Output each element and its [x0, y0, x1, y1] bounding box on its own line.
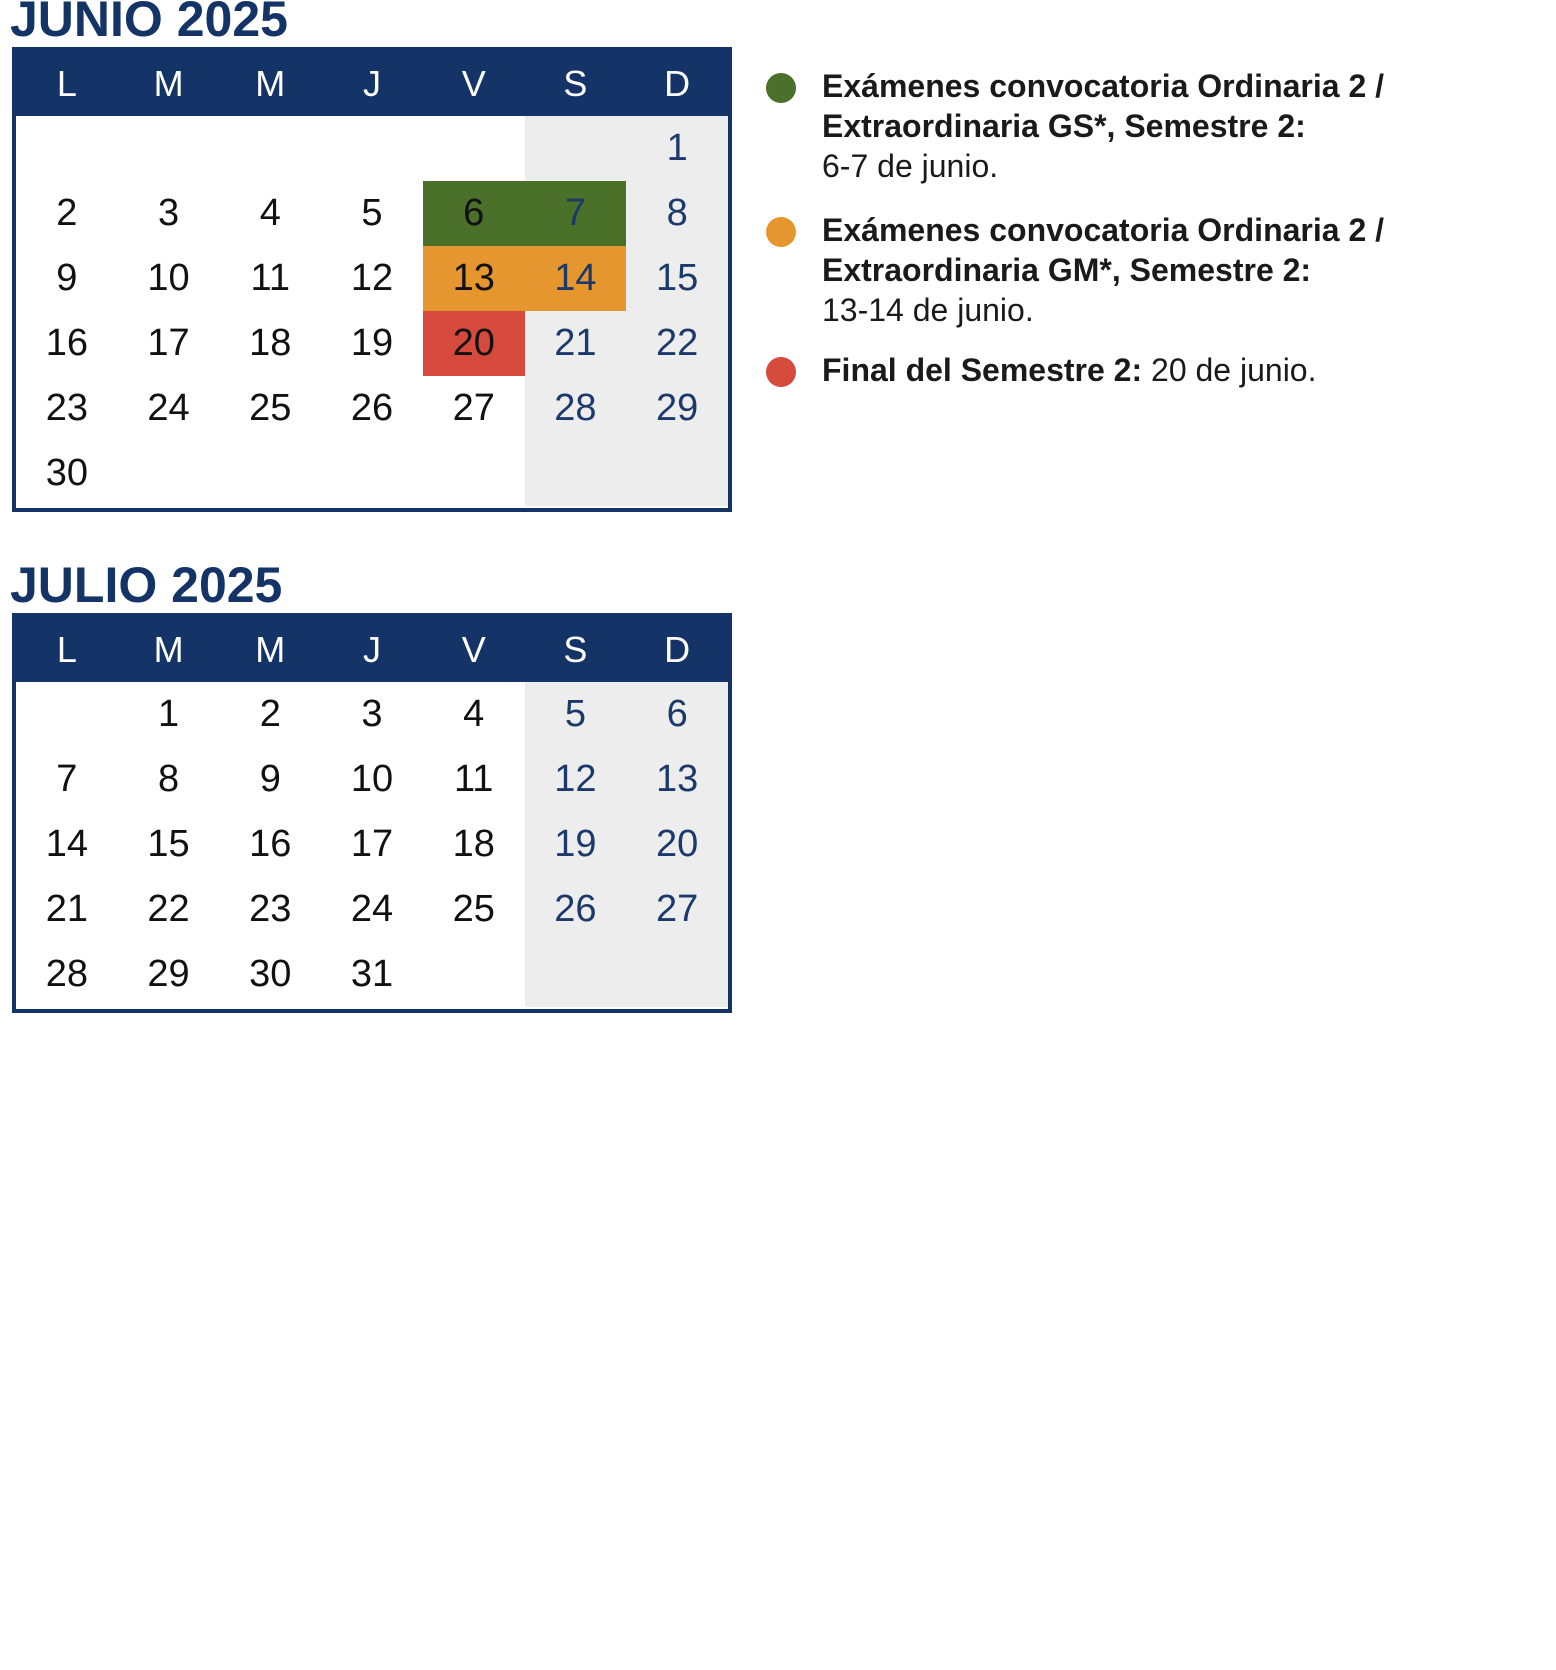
day-cell: 3 [157, 192, 180, 234]
day-cell: 27 [452, 387, 495, 429]
day-cell: 13 [423, 246, 525, 311]
orange-dot-icon [766, 217, 796, 247]
day-cell: 24 [350, 888, 394, 930]
empty-day-cell [423, 441, 525, 506]
empty-day-cell [626, 942, 728, 1007]
weekday-label: M [153, 628, 184, 670]
day-cell: 20 [626, 812, 728, 877]
empty-day-cell [423, 116, 525, 181]
legend-item-gm-exams [766, 210, 1526, 330]
day-cell: 20 [423, 311, 525, 376]
empty-day-cell [118, 441, 220, 506]
day-cell: 16 [45, 322, 88, 364]
day-cell: 17 [350, 823, 394, 865]
empty-day-cell [626, 441, 728, 506]
day-cell: 1 [626, 116, 728, 181]
red-dot-icon [766, 357, 796, 387]
day-cell: 30 [45, 452, 88, 494]
day-cell: 25 [249, 387, 292, 429]
weekday-label: V [461, 628, 486, 670]
day-cell: 12 [350, 257, 394, 299]
empty-day-cell [321, 441, 423, 506]
weekday-label: L [56, 628, 77, 670]
day-cell: 2 [56, 192, 78, 234]
legend-detail: 20 de junio. [1151, 352, 1317, 388]
day-cell: 15 [626, 246, 728, 311]
day-cell: 30 [249, 953, 292, 995]
empty-day-cell [321, 116, 423, 181]
weekday-label: D [664, 62, 691, 104]
legend-title: Final del Semestre 2: [822, 352, 1143, 388]
day-cell: 8 [626, 181, 728, 246]
day-cell: 31 [350, 953, 394, 995]
weekday-label: J [362, 62, 381, 104]
legend-detail: 6-7 de junio. [822, 148, 999, 184]
day-cell: 1 [157, 693, 180, 735]
legend-title: Exámenes convocatoria Ordinaria 2 / Extraordinaria GS*, Semestre 2: [822, 68, 1385, 144]
calendar-grid [16, 116, 728, 508]
day-cell: 8 [157, 758, 180, 800]
day-cell: 10 [147, 257, 190, 299]
legend-item-semester-end [766, 350, 1526, 390]
empty-day-cell [525, 441, 627, 506]
day-cell: 5 [525, 682, 627, 747]
day-cell: 12 [525, 747, 627, 812]
green-dot-icon [766, 73, 796, 103]
day-cell: 18 [249, 322, 292, 364]
day-cell: 24 [147, 387, 190, 429]
day-cell: 19 [350, 322, 394, 364]
weekday-label: S [563, 62, 588, 104]
weekday-label: M [153, 62, 184, 104]
day-cell: 3 [361, 693, 383, 735]
empty-day-cell [219, 441, 321, 506]
legend-title: Exámenes convocatoria Ordinaria 2 / Extraordinaria GM*, Semestre 2: [822, 212, 1385, 288]
weekday-header [16, 617, 728, 682]
day-cell: 28 [525, 376, 627, 441]
day-cell: 28 [45, 953, 88, 995]
weekday-label: S [563, 628, 588, 670]
weekday-label: M [255, 62, 286, 104]
day-cell: 29 [626, 376, 728, 441]
calendar-july [12, 613, 732, 1013]
day-cell: 22 [626, 311, 728, 376]
day-cell: 25 [452, 888, 495, 930]
weekday-label: V [461, 62, 486, 104]
day-cell: 21 [45, 888, 88, 930]
weekday-header [16, 51, 728, 116]
empty-day-cell [16, 116, 118, 181]
day-cell: 17 [147, 322, 190, 364]
weekday-label: L [56, 62, 77, 104]
empty-day-cell [16, 682, 118, 747]
weekday-label: M [255, 628, 286, 670]
day-cell: 26 [525, 877, 627, 942]
empty-day-cell [219, 116, 321, 181]
day-cell: 7 [525, 181, 627, 246]
calendar-june [12, 47, 732, 512]
day-cell: 10 [350, 758, 394, 800]
day-cell: 6 [423, 181, 525, 246]
day-cell: 15 [147, 823, 190, 865]
legend-detail: 13-14 de junio. [822, 292, 1034, 328]
day-cell: 16 [249, 823, 292, 865]
day-cell: 9 [56, 257, 78, 299]
day-cell: 27 [626, 877, 728, 942]
day-cell: 2 [259, 693, 281, 735]
day-cell: 5 [361, 192, 383, 234]
day-cell: 4 [463, 693, 485, 735]
day-cell: 14 [45, 823, 88, 865]
calendar-grid [16, 682, 728, 1009]
legend [766, 66, 1526, 390]
day-cell: 13 [626, 747, 728, 812]
empty-day-cell [525, 942, 627, 1007]
day-cell: 29 [147, 953, 190, 995]
month-title-july: JULIO 2025 [10, 557, 283, 613]
day-cell: 21 [525, 311, 627, 376]
day-cell: 22 [147, 888, 190, 930]
day-cell: 23 [45, 387, 88, 429]
day-cell: 9 [259, 758, 281, 800]
empty-day-cell [118, 116, 220, 181]
day-cell: 14 [525, 246, 627, 311]
day-cell: 4 [259, 192, 281, 234]
empty-day-cell [423, 942, 525, 1007]
day-cell: 19 [525, 812, 627, 877]
weekday-label: D [664, 628, 691, 670]
day-cell: 26 [350, 387, 394, 429]
day-cell: 7 [56, 758, 78, 800]
weekday-label: J [362, 628, 381, 670]
empty-day-cell [525, 116, 627, 181]
day-cell: 11 [453, 758, 494, 800]
day-cell: 6 [626, 682, 728, 747]
day-cell: 11 [250, 257, 290, 299]
legend-item-gs-exams [766, 66, 1526, 186]
day-cell: 23 [249, 888, 292, 930]
month-title-june: JUNIO 2025 [10, 0, 288, 47]
day-cell: 18 [452, 823, 495, 865]
